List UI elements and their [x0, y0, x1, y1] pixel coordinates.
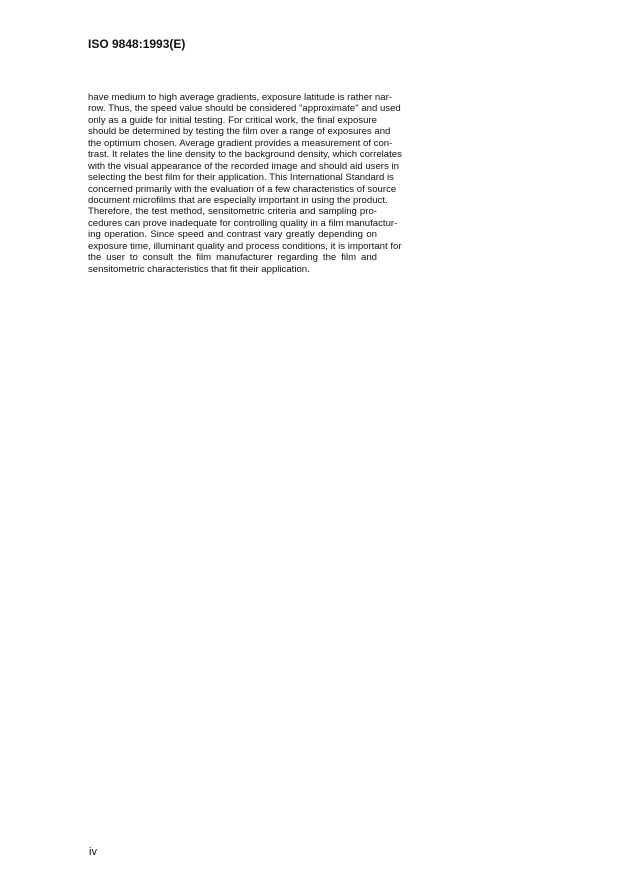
text-line: the user to consult the film manufacturer regarding the film and: [88, 252, 377, 264]
text-line: the optimum chosen. Average gradient provides a measurement of con-: [88, 137, 393, 149]
text-line: concerned primarily with the evaluation of a few characteristics of source: [88, 183, 397, 195]
text-line: sensitometric characteristics that fit their application.: [88, 263, 310, 275]
text-line: have medium to high average gradients, exposure latitude is rather nar-: [88, 92, 392, 103]
text-line: cedures can prove inadequate for controlling quality in a film manufactur-: [88, 217, 398, 229]
text-line: Therefore, the test method, sensitometric criteria and sampling pro-: [88, 206, 377, 218]
text-line: should be determined by testing the film over a range of exposures and: [88, 126, 391, 138]
text-line: exposure time, illuminant quality and process conditions, it is important for: [88, 240, 402, 252]
text-line: trast. It relates the line density to the background density, which correlates: [88, 149, 402, 161]
body-paragraph: [88, 92, 402, 275]
text-line: with the visual appearance of the recorded image and should aid users in: [88, 160, 399, 172]
text-line: ing operation. Since speed and contrast vary greatly depending on: [88, 229, 377, 241]
page-number: iv: [89, 846, 97, 858]
text-line: row. Thus, the speed value should be considered "approximate" and used: [88, 103, 401, 115]
document-header: ISO 9848:1993(E): [88, 37, 186, 51]
text-line: only as a guide for initial testing. For critical work, the final exposure: [88, 114, 377, 126]
text-line: selecting the best film for their application. This International Standard is: [88, 172, 394, 184]
text-line: document microfilms that are especially important in using the product.: [88, 194, 388, 206]
